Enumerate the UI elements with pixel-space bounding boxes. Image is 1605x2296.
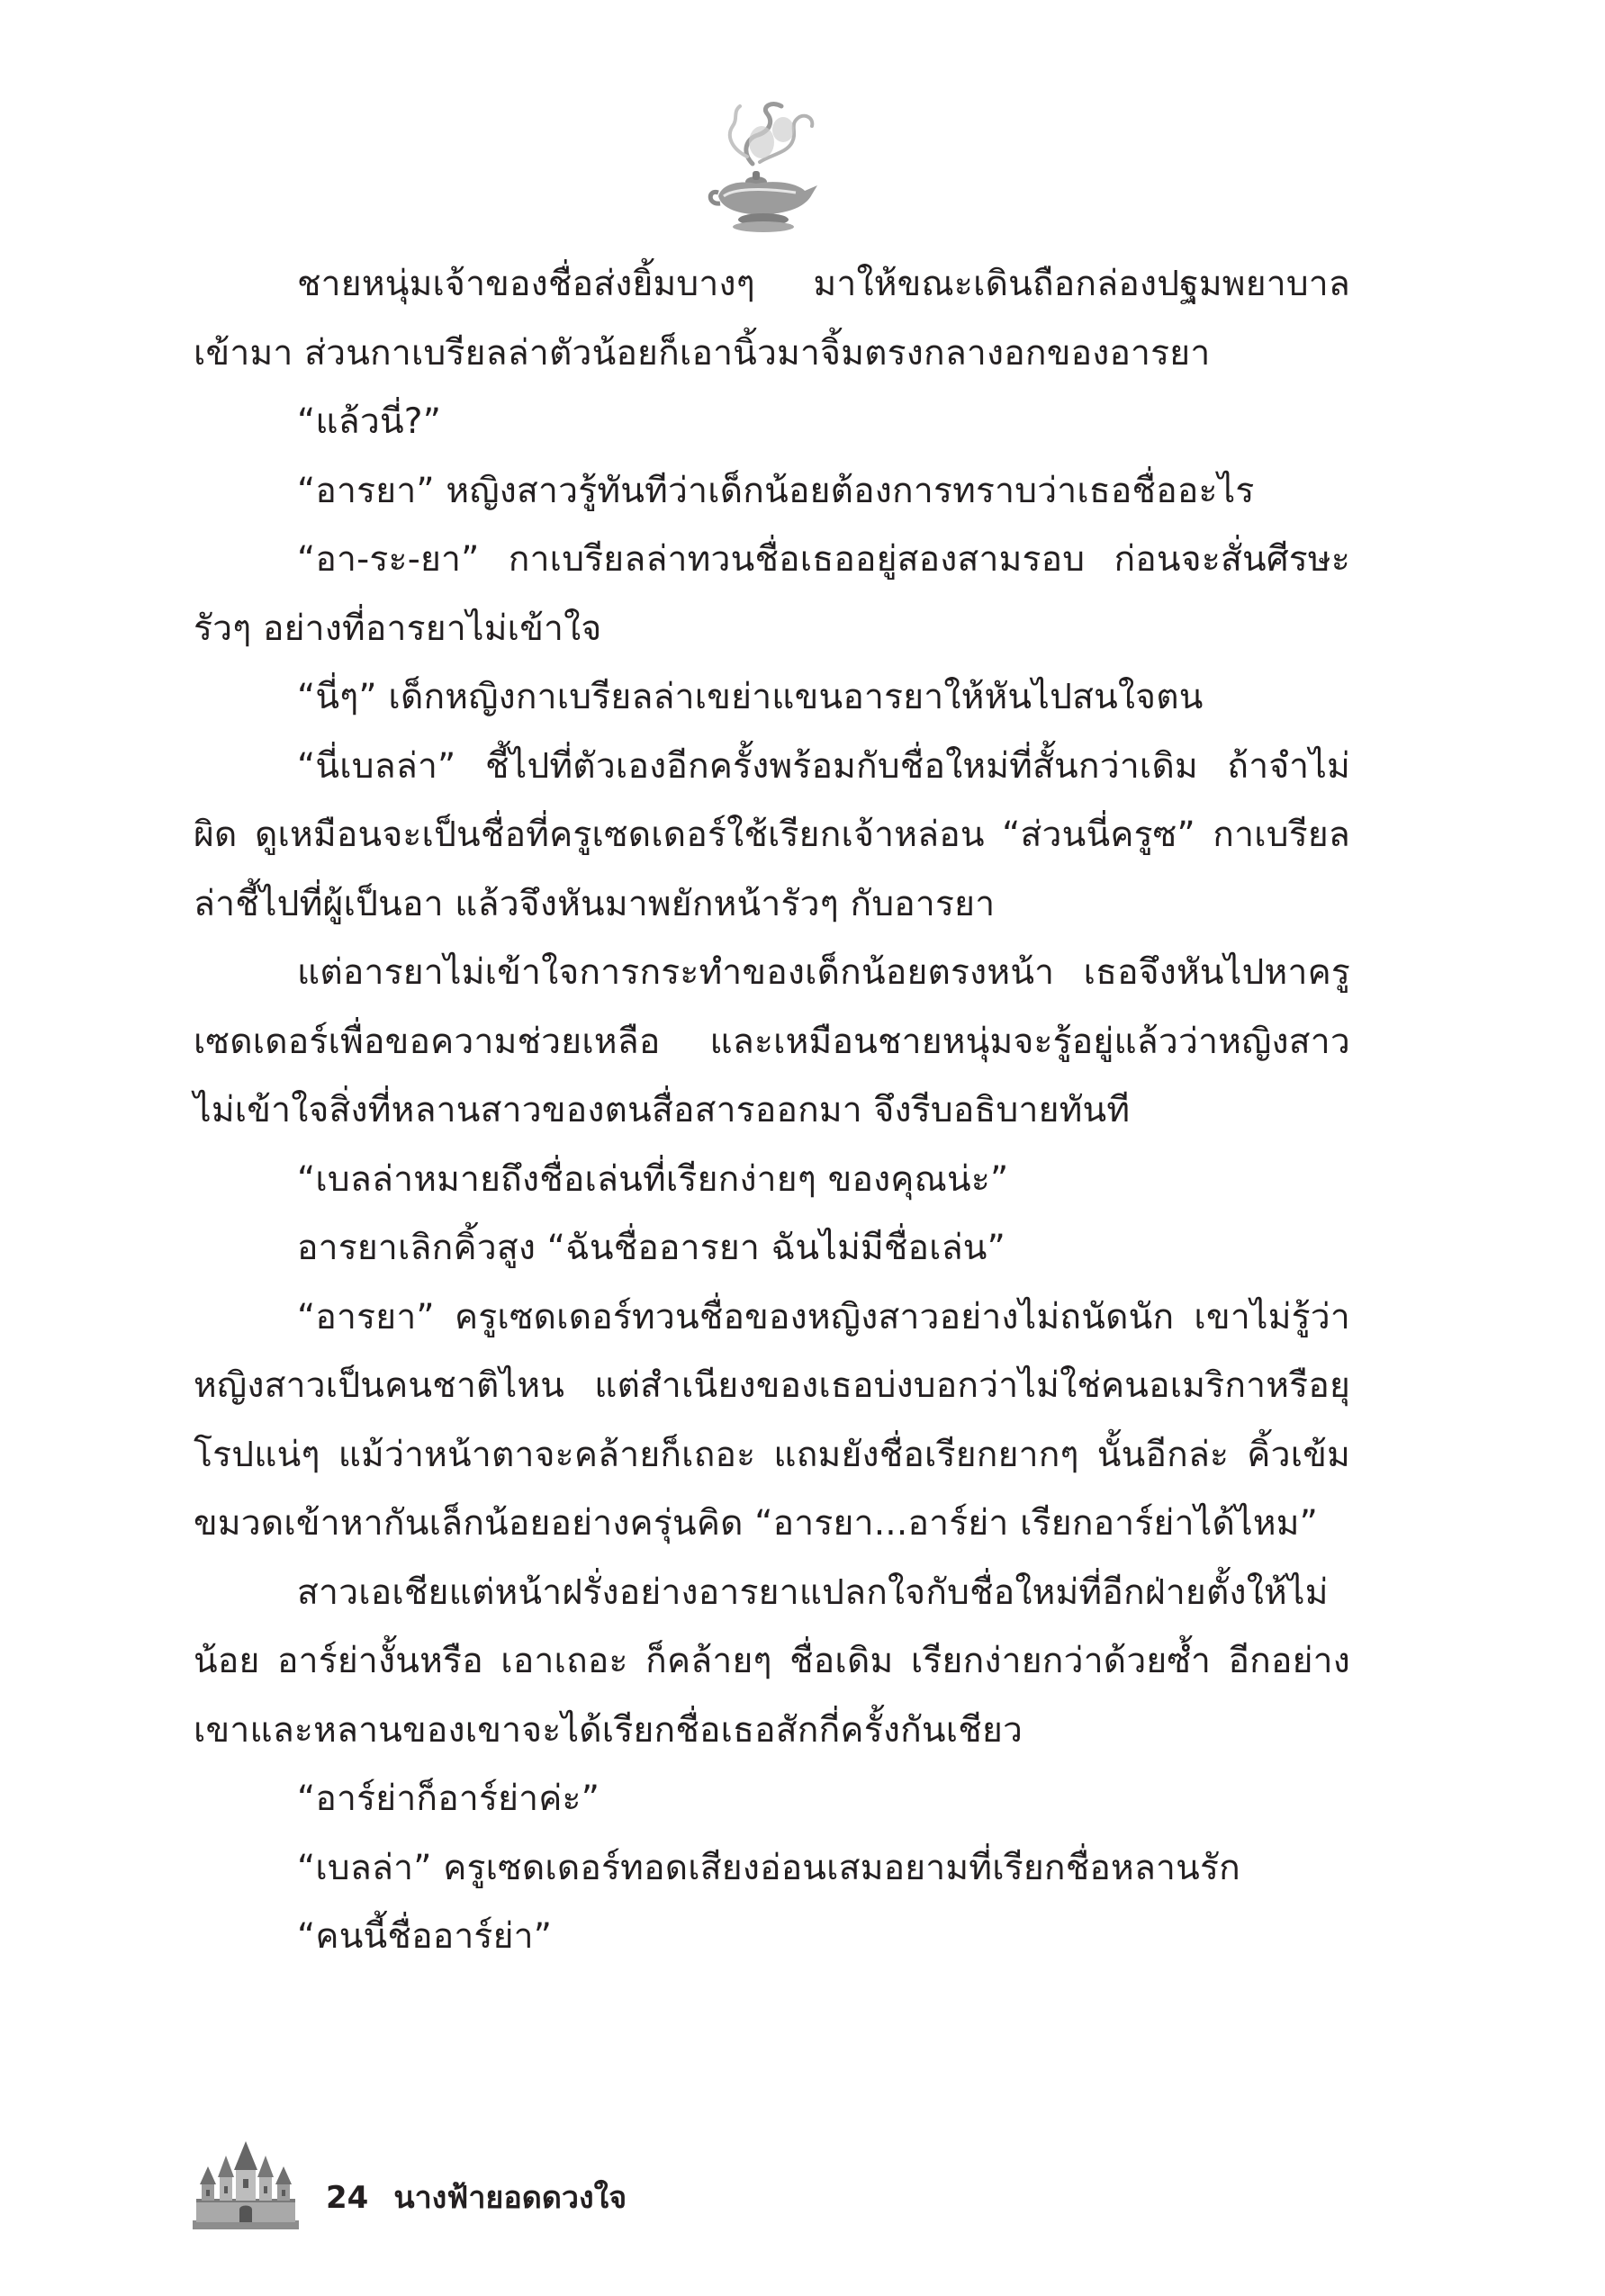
castle-graphic	[193, 2139, 299, 2229]
body-text	[194, 250, 1350, 1972]
paragraph: “คนนี้ชื่ออาร์ย่า”	[297, 1916, 553, 1957]
paragraph: ชายหนุ่มเจ้าของชื่อส่งยิ้มบางๆ มาให้ขณะเดินถือกล่องปฐมพยาบาลเข้ามา ส่วนกาเบรียลล่าตัวน้อยก็เอานิ้วมาจิ้มตรงกลางอกของอารยา	[194, 264, 1350, 374]
genie-lamp-icon	[706, 99, 819, 239]
paragraph: “แล้วนี่?”	[297, 401, 442, 442]
book-title: นางฟ้ายอดดวงใจ	[393, 2180, 627, 2216]
page-number: 24	[326, 2180, 369, 2216]
paragraph: “อาร์ย่าก็อาร์ย่าค่ะ”	[297, 1778, 600, 1819]
paragraph: “อารยา” หญิงสาวรู้ทันทีว่าเด็กน้อยต้องการทราบว่าเธอชื่ออะไร	[297, 470, 1255, 511]
folio	[326, 2180, 627, 2216]
genie-lamp-graphic	[706, 99, 819, 239]
page-footer	[193, 2139, 823, 2229]
paragraph: “อารยา” ครูเซดเดอร์ทวนชื่อของหญิงสาวอย่างไม่ถนัดนัก เขาไม่รู้ว่าหญิงสาวเป็นคนชาติไหน แต่สำเนียงของเธอบ่งบอกว่าไม่ใช่คนอเมริกาหรือยุโรปแน่ๆ แม้ว่าหน้าตาจะคล้ายก็เถอะ แถมยังชื่อเรียกยากๆ นั้นอีกล่ะ คิ้วเข้มขมวดเข้าหากันเล็กน้อยอย่างครุ่นคิด “อารยา...อาร์ย่า เรียกอาร์ย่าได้ไหม”	[194, 1296, 1350, 1544]
paragraph: อารยาเลิกคิ้วสูง “ฉันชื่ออารยา ฉันไม่มีชื่อเล่น”	[297, 1228, 1006, 1268]
castle-icon	[193, 2139, 299, 2229]
paragraph: แต่อารยาไม่เข้าใจการกระทำของเด็กน้อยตรงหน้า เธอจึงหันไปหาครูเซดเดอร์เพื่อขอความช่วยเหลือ และเหมือนชายหนุ่มจะรู้อยู่แล้วว่าหญิงสาวไม่เข้าใจสิ่งที่หลานสาวของตนสื่อสารออกมา จึงรีบอธิบายทันที	[194, 952, 1350, 1130]
paragraph: “เบลล่า” ครูเซดเดอร์ทอดเสียงอ่อนเสมอยามที่เรียกชื่อหลานรัก	[297, 1847, 1240, 1888]
paragraph: “อา-ระ-ยา” กาเบรียลล่าทวนชื่อเธออยู่สองสามรอบ ก่อนจะสั่นศีรษะรัวๆ อย่างที่อารยาไม่เข้าใจ	[194, 539, 1350, 649]
paragraph: สาวเอเชียแต่หน้าฝรั่งอย่างอารยาแปลกใจกับชื่อใหม่ที่อีกฝ่ายตั้งให้ไม่น้อย อาร์ย่างั้นหรือ เอาเถอะ ก็คล้ายๆ ชื่อเดิม เรียกง่ายกว่าด้วยซ้ำ อีกอย่างเขาและหลานของเขาจะได้เรียกชื่อเธอสักกี่ครั้งกันเชียว	[194, 1571, 1350, 1751]
paragraph: “นี่ๆ” เด็กหญิงกาเบรียลล่าเขย่าแขนอารยาให้หันไปสนใจตน	[297, 677, 1204, 717]
paragraph: “เบลล่าหมายถึงชื่อเล่นที่เรียกง่ายๆ ของคุณน่ะ”	[297, 1158, 1009, 1200]
paragraph: “นี่เบลล่า” ชี้ไปที่ตัวเองอีกครั้งพร้อมกับชื่อใหม่ที่สั้นกว่าเดิม ถ้าจำไม่ผิด ดูเหมือนจะเป็นชื่อที่ครูเซดเดอร์ใช้เรียกเจ้าหล่อน “ส่วนนี่ครูซ” กาเบรียลล่าชี้ไปที่ผู้เป็นอา แล้วจึงหันมาพยักหน้ารัวๆ กับอารยา	[194, 745, 1350, 924]
